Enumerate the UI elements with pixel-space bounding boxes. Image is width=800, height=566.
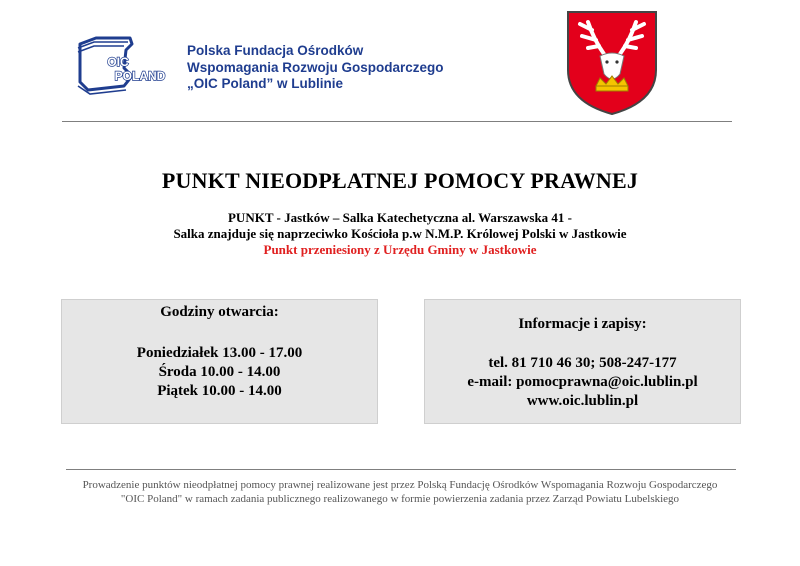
org-name-line: Polska Fundacja Ośrodków	[187, 43, 364, 58]
footer-note	[0, 478, 800, 506]
website-link[interactable]: www.oic.lublin.pl	[526, 393, 639, 409]
email-link[interactable]: e-mail: pomocprawna@oic.lublin.pl	[467, 374, 698, 390]
header-divider	[62, 121, 732, 122]
footer-line: Prowadzenie punktów nieodpłatnej pomocy prawnej realizowane jest przez Polską Fundację Ośrodków Wspomagania Rozwoju Gospodarczego	[82, 479, 718, 491]
phone-numbers: tel. 81 710 46 30; 508-247-177	[488, 355, 677, 371]
contact-info-heading: Informacje i zapisy:	[518, 316, 647, 332]
oic-logo-line-1: OIC	[107, 55, 129, 69]
opening-hours-heading: Godziny otwarcia:	[160, 304, 279, 320]
hours-line: Poniedziałek 13.00 - 17.00	[136, 345, 303, 361]
relocation-notice: Punkt przeniesiony z Urzędu Gminy w Jastkowie	[263, 242, 537, 257]
coat-of-arms	[566, 10, 658, 116]
oic-poland-logo	[74, 36, 174, 106]
organization-name	[187, 43, 444, 93]
page-title: PUNKT NIEODPŁATNEJ POMOCY PRAWNEJ	[161, 168, 639, 193]
contact-info-box	[424, 299, 741, 424]
footer-line: "OIC Poland" w ramach zadania publicznego realizowanego w formie powierzenia zadania przez Zarząd Powiatu Lubelskiego	[120, 493, 680, 505]
opening-hours-box	[61, 299, 378, 424]
address-line: PUNKT - Jastków – Salka Katechetyczna al. Warszawska 41 -	[227, 210, 573, 225]
address-block	[0, 210, 800, 258]
address-line: Salka znajduje się naprzeciwko Kościoła p.w N.M.P. Królowej Polski w Jastkowie	[173, 226, 627, 241]
oic-logo-line-2: POLAND	[114, 69, 166, 83]
hours-line: Piątek 10.00 - 14.00	[157, 383, 282, 399]
org-name-line: Wspomagania Rozwoju Gospodarczego	[187, 59, 444, 75]
hours-line: Środa 10.00 - 14.00	[158, 364, 281, 380]
org-name-line: „OIC Poland” w Lublinie	[187, 76, 344, 91]
footer-divider	[66, 469, 736, 470]
